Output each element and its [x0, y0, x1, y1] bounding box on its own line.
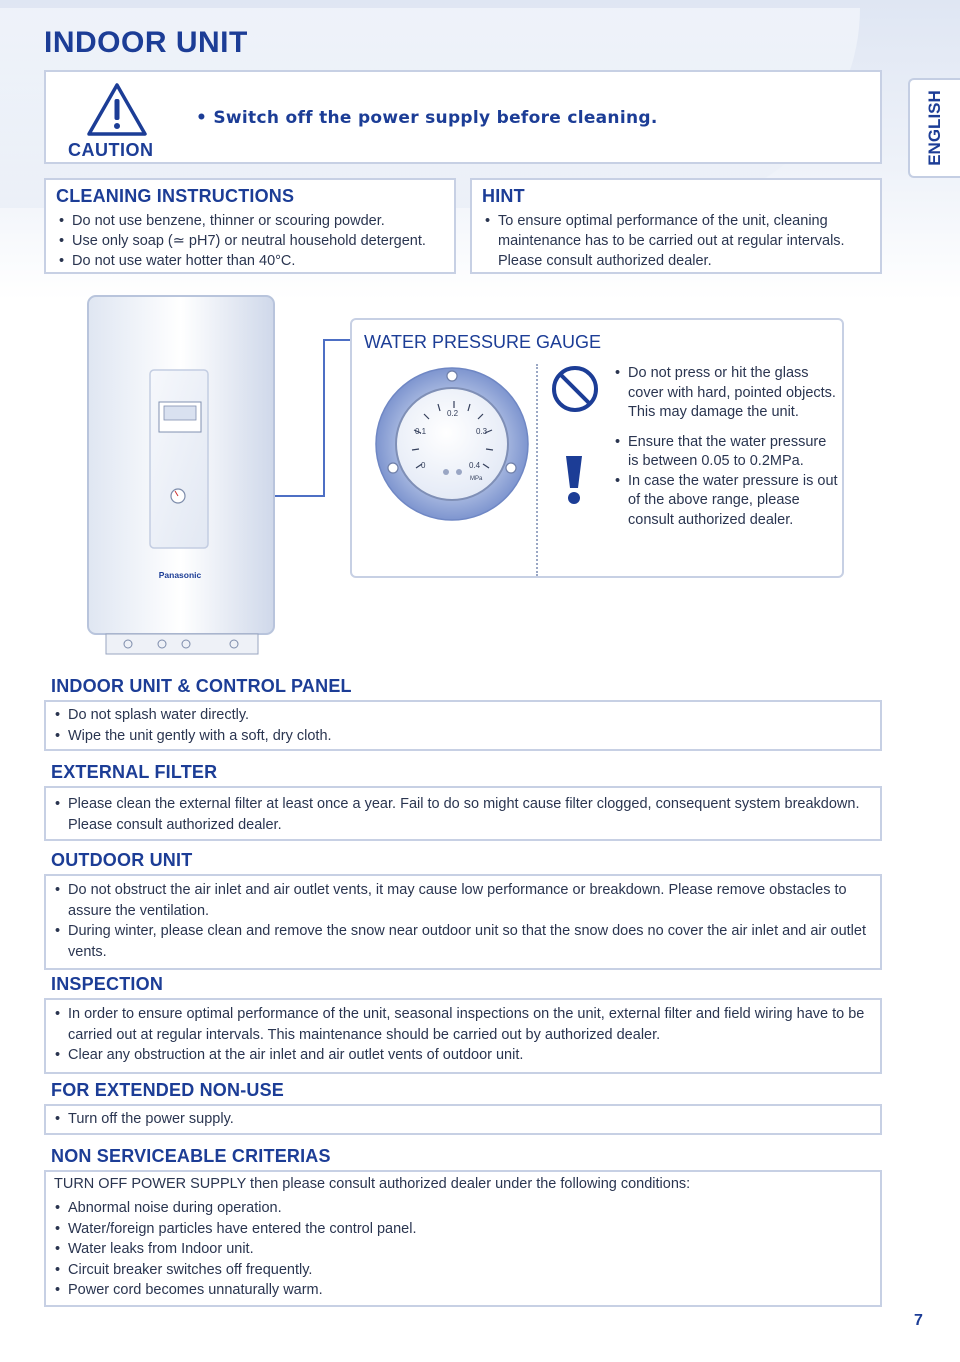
warning-triangle-icon — [86, 82, 148, 138]
list-item: • Use only soap (≃ pH7) or neutral household detergent. — [56, 231, 444, 251]
caution-box — [44, 70, 882, 164]
list-item: • Do not press or hit the glass cover with hard, pointed objects. This may damage the unit. — [612, 364, 838, 423]
gauge-press-warning-list — [612, 364, 838, 423]
section-title: FOR EXTENDED NON-USE — [51, 1080, 285, 1100]
section-body — [44, 700, 882, 751]
list-item: • Wipe the unit gently with a soft, dry cloth. — [52, 726, 872, 747]
language-tab[interactable] — [908, 78, 960, 178]
list-item: • To ensure optimal performance of the unit, cleaning maintenance has to be carried out at regular intervals. Please consult authorized dealer. — [482, 211, 870, 271]
list-item: • In order to ensure optimal performance of the unit, seasonal inspections on the unit, external filter and field wiring have to be carried out at regular intervals. This maintenance should be carried out by authorized dealer. — [52, 1004, 872, 1045]
list-item: • During winter, please clean and remove the snow near outdoor unit so that the snow does no cover the air inlet and air outlet vents. — [52, 921, 872, 962]
inspection-section — [44, 974, 882, 1074]
gauge-tick-label: 0.4 — [469, 461, 481, 470]
list-item: • Power cord becomes unnaturally warm. — [52, 1280, 872, 1301]
pressure-gauge-dial — [372, 364, 532, 524]
list-item: • In case the water pressure is out of the above range, please consult authorized dealer. — [612, 472, 838, 531]
gauge-instructions — [612, 364, 838, 530]
list-item: • Do not splash water directly. — [52, 705, 872, 726]
list-item: • Turn off the power supply. — [52, 1109, 872, 1130]
gauge-tick-label: 0.2 — [447, 409, 459, 418]
list-item: • Please clean the external filter at least once a year. Fail to do so might cause filter clogged, consequent system breakdown. Please consult authorized dealer. — [52, 794, 872, 835]
prohibited-icon — [550, 364, 600, 414]
list-item: • Clear any obstruction at the air inlet and air outlet vents of outdoor unit. — [52, 1045, 872, 1066]
cleaning-instructions-box — [44, 178, 456, 274]
list-item: • Water/foreign particles have entered the control panel. — [52, 1219, 872, 1240]
hint-list — [482, 211, 870, 271]
extended-non-use-section — [44, 1080, 882, 1135]
list-item: • Ensure that the water pressure is between 0.05 to 0.2MPa. — [612, 433, 838, 472]
section-body — [44, 1170, 882, 1307]
gauge-unit-label: MPa — [470, 476, 483, 482]
section-title: EXTERNAL FILTER — [51, 762, 218, 782]
section-title: NON SERVICEABLE CRITERIAS — [51, 1146, 331, 1166]
list-item: • Do not use benzene, thinner or scouring powder. — [56, 211, 444, 231]
gauge-tick-label: 0.1 — [415, 427, 427, 436]
water-pressure-gauge-box — [350, 318, 844, 578]
section-body — [44, 1104, 882, 1135]
gauge-tick-label: 0.3 — [476, 427, 488, 436]
divider — [536, 364, 538, 576]
list-item: • Water leaks from Indoor unit. — [52, 1239, 872, 1260]
caution-text: • Switch off the power supply before cleaning. — [196, 108, 658, 128]
section-title: INSPECTION — [51, 974, 164, 994]
page-number: 7 — [914, 1312, 923, 1329]
list-item: • Circuit breaker switches off frequently. — [52, 1260, 872, 1281]
cleaning-instructions-title: CLEANING INSTRUCTIONS — [56, 186, 295, 206]
list-item: • Abnormal noise during operation. — [52, 1198, 872, 1219]
external-filter-section — [44, 762, 882, 841]
gauge-tick-label: 0 — [421, 461, 426, 470]
section-body — [44, 786, 882, 841]
section-body — [44, 998, 882, 1074]
indoor-unit-illustration — [84, 292, 280, 662]
gauge-pressure-list — [612, 433, 838, 531]
exclamation-icon — [560, 454, 588, 506]
section-title: OUTDOOR UNIT — [51, 850, 193, 870]
hint-title: HINT — [482, 186, 525, 206]
section-title: INDOOR UNIT & CONTROL PANEL — [51, 676, 352, 696]
non-serviceable-section — [44, 1146, 882, 1307]
section-body — [44, 874, 882, 970]
language-tab-label: ENGLISH — [925, 90, 944, 166]
hint-box — [470, 178, 882, 274]
list-item: • Do not use water hotter than 40°C. — [56, 251, 444, 271]
section-lead: TURN OFF POWER SUPPLY then please consult authorized dealer under the following conditions: — [54, 1176, 691, 1192]
gauge-title: WATER PRESSURE GAUGE — [364, 332, 602, 352]
outdoor-unit-section — [44, 850, 882, 970]
caution-label: CAUTION — [68, 140, 154, 160]
brand-label: Panasonic — [158, 570, 202, 580]
control-panel-section — [44, 676, 882, 751]
cleaning-instructions-list — [56, 211, 444, 271]
list-item: • Do not obstruct the air inlet and air outlet vents, it may cause low performance or breakdown. Please remove obstacles to assure the ventilation. — [52, 880, 872, 921]
page-title: INDOOR UNIT — [44, 26, 248, 59]
